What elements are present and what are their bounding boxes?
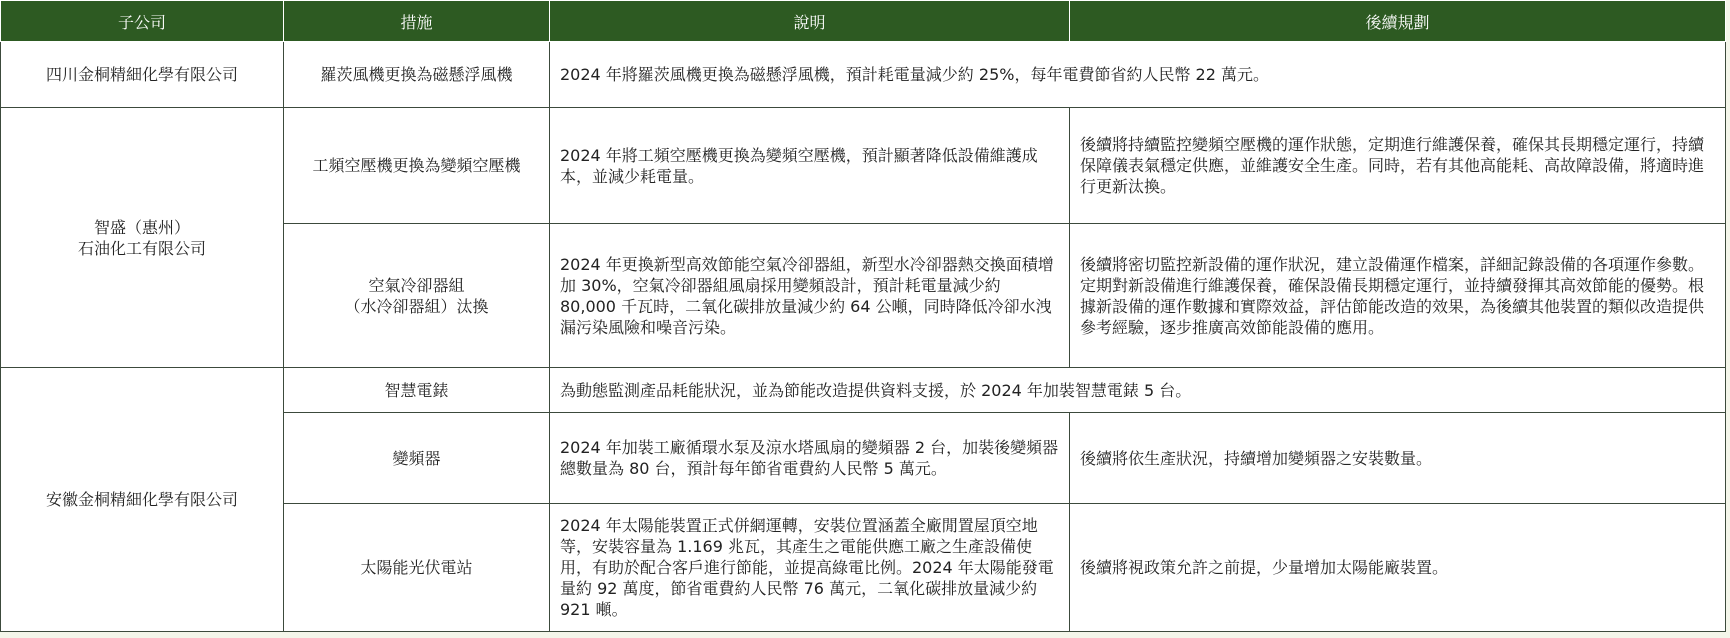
- subsidiary-line: 智盛（惠州）: [93, 217, 190, 237]
- measure-cell: 變頻器: [284, 413, 550, 504]
- subsidiary-cell: 安徽金桐精細化學有限公司: [1, 368, 284, 632]
- measure-line: （水冷卻器組）汰換: [344, 296, 489, 316]
- measure-cell: 智慧電錶: [284, 368, 550, 413]
- header-subsidiary: 子公司: [1, 1, 284, 42]
- measure-cell: 工頻空壓機更換為變頻空壓機: [284, 108, 550, 224]
- subsidiary-line: 石油化工有限公司: [77, 238, 206, 258]
- description-cell: 2024 年將工頻空壓機更換為變頻空壓機，預計顯著降低設備維護成本，並減少耗電量。: [550, 108, 1070, 224]
- description-cell: 2024 年加裝工廠循環水泵及涼水塔風扇的變頻器 2 台，加裝後變頻器總數量為 80 台，預計每年節省電費約人民幣 5 萬元。: [550, 413, 1070, 504]
- followup-cell: 後續將依生產狀況，持續增加變頻器之安裝數量。: [1070, 413, 1726, 504]
- measure-cell: [284, 224, 550, 368]
- subsidiary-cell: 四川金桐精細化學有限公司: [1, 42, 284, 108]
- measure-line: 空氣冷卻器組: [368, 275, 465, 295]
- description-cell: 2024 年將羅茨風機更換為磁懸浮風機，預計耗電量減少約 25%，每年電費節省約人民幣 22 萬元。: [550, 42, 1726, 108]
- description-cell: 2024 年更換新型高效節能空氣冷卻器組，新型水冷卻器熱交換面積增加 30%，空氣冷卻器組風扇採用變頻設計，預計耗電量減少約 80,000 千瓦時，二氧化碳排放量減少約 64 公噸，同時降低冷卻水洩漏污染風險和噪音污染。: [550, 224, 1070, 368]
- table-row: [1, 368, 1726, 413]
- measure-cell: 太陽能光伏電站: [284, 504, 550, 632]
- header-followup: 後續規劃: [1070, 1, 1726, 42]
- header-description: 說明: [550, 1, 1070, 42]
- header-row: [1, 1, 1726, 42]
- followup-cell: 後續將視政策允許之前提，少量增加太陽能廠裝置。: [1070, 504, 1726, 632]
- table-row: [1, 42, 1726, 108]
- description-cell: 2024 年太陽能裝置正式併網運轉，安裝位置涵蓋全廠閒置屋頂空地等，安裝容量為 1.169 兆瓦，其產生之電能供應工廠之生產設備使用，有助於配合客戶進行節能，並提高綠電比例。2024 年太陽能發電量約 92 萬度，節省電費約人民幣 76 萬元，二氧化碳排放量減少約 921 噸。: [550, 504, 1070, 632]
- subsidiary-cell: [1, 108, 284, 368]
- followup-cell: 後續將持續監控變頻空壓機的運作狀態，定期進行維護保養，確保其長期穩定運行，持續保障儀表氣穩定供應，並維護安全生產。同時，若有其他高能耗、高故障設備，將適時進行更新汰換。: [1070, 108, 1726, 224]
- measure-cell: 羅茨風機更換為磁懸浮風機: [284, 42, 550, 108]
- table-row: [1, 108, 1726, 224]
- description-cell: 為動態監測產品耗能狀況，並為節能改造提供資料支援，於 2024 年加裝智慧電錶 5 台。: [550, 368, 1726, 413]
- header-measure: 措施: [284, 1, 550, 42]
- followup-cell: 後續將密切監控新設備的運作狀況，建立設備運作檔案，詳細記錄設備的各項運作參數。定期對新設備進行維護保養，確保設備長期穩定運行，並持續發揮其高效節能的優勢。根據新設備的運作數據和實際效益，評估節能改造的效果，為後續其他裝置的類似改造提供參考經驗，逐步推廣高效節能設備的應用。: [1070, 224, 1726, 368]
